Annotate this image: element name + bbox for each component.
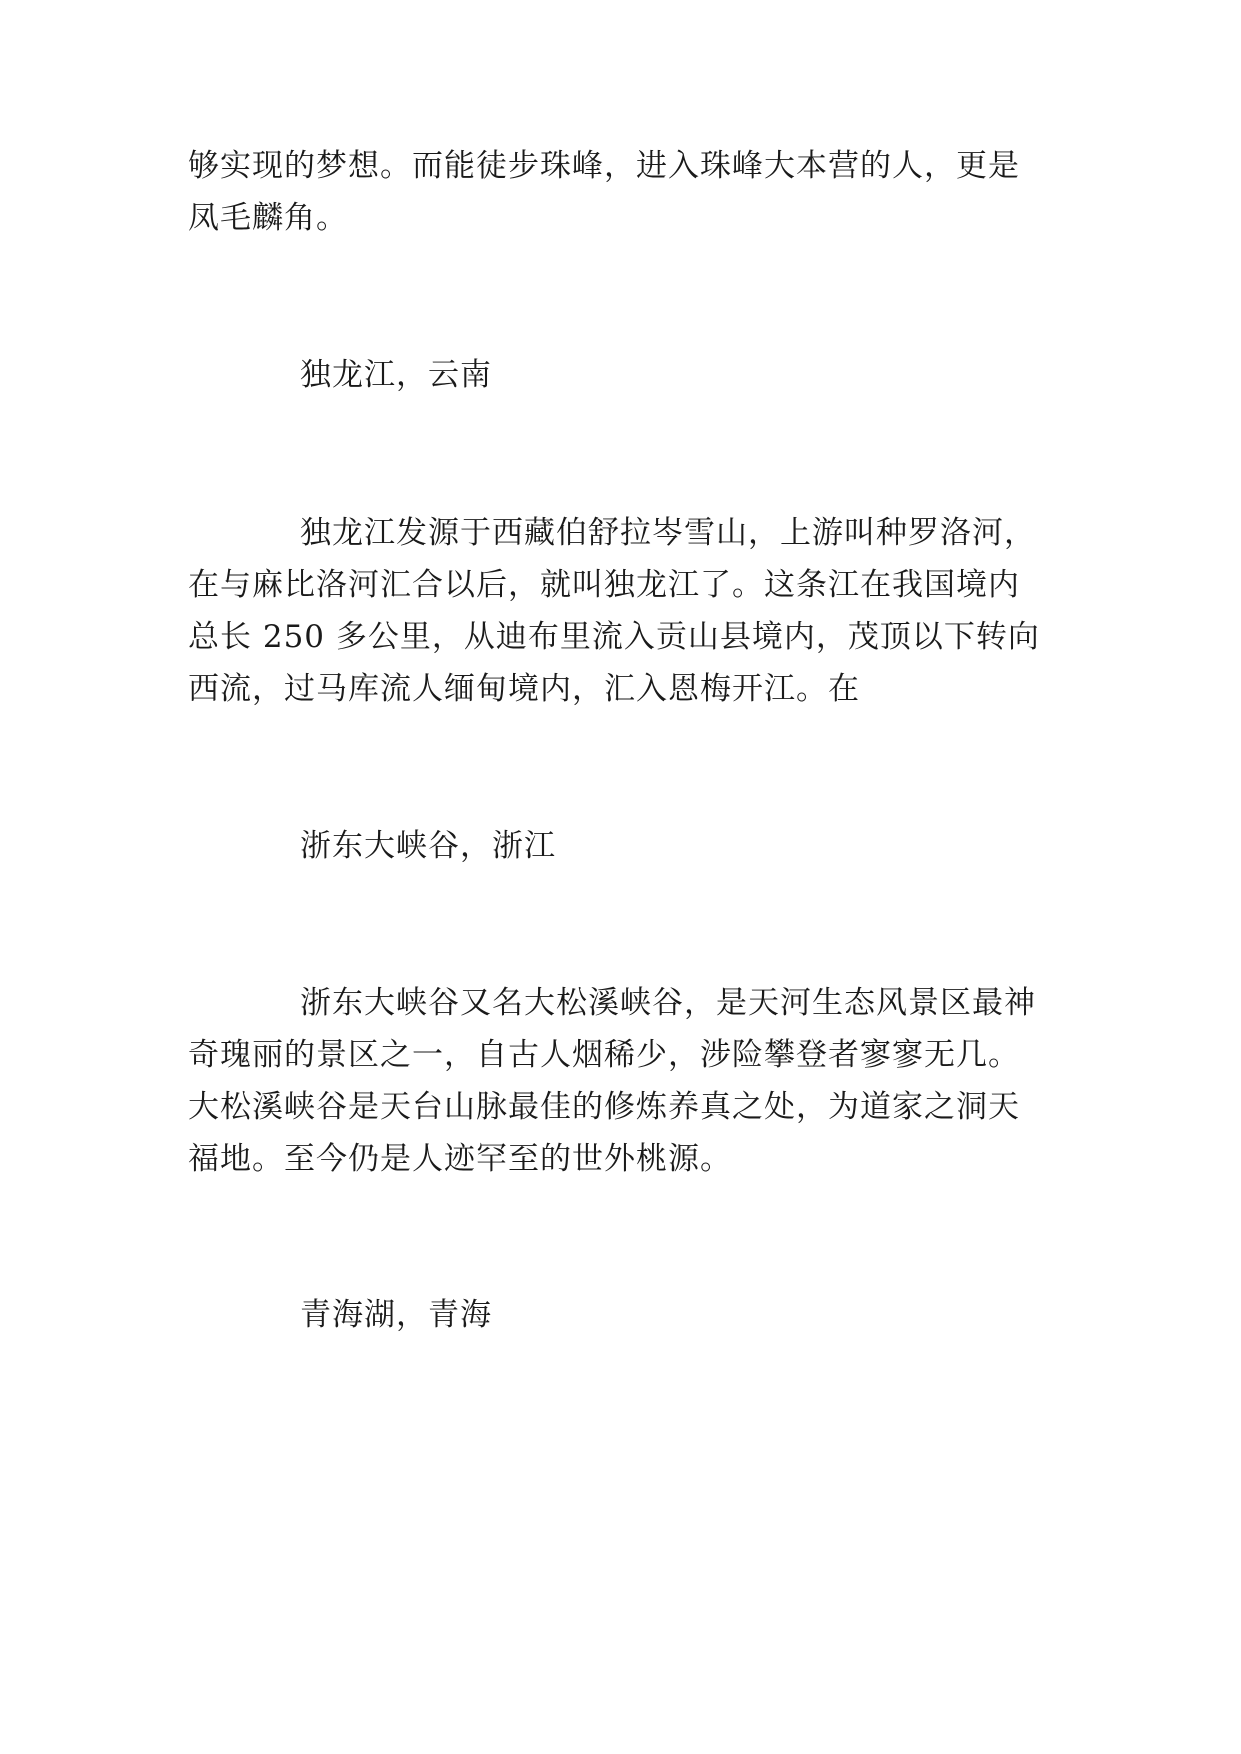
- paragraph-line: 大松溪峡谷是天台山脉最佳的修炼养真之处，为道家之洞天: [188, 1089, 1020, 1125]
- section-heading: 浙东大峡谷，浙江: [300, 828, 556, 864]
- paragraph-line: 浙东大峡谷又名大松溪峡谷，是天河生态风景区最神: [300, 985, 1036, 1021]
- paragraph-line: 在与麻比洛河汇合以后，就叫独龙江了。这条江在我国境内: [188, 567, 1020, 603]
- paragraph-line: 福地。至今仍是人迹罕至的世外桃源。: [188, 1141, 732, 1177]
- section-heading: 独龙江，云南: [300, 357, 492, 393]
- paragraph-line: 够实现的梦想。而能徒步珠峰，进入珠峰大本营的人，更是: [188, 148, 1020, 184]
- paragraph-line: 凤毛麟角。: [188, 200, 348, 236]
- section-heading: 青海湖，青海: [300, 1297, 492, 1333]
- paragraph-line: 总长 250 多公里，从迪布里流入贡山县境内，茂顶以下转向: [188, 619, 1040, 655]
- paragraph-line: 独龙江发源于西藏伯舒拉岑雪山，上游叫种罗洛河，: [300, 515, 1036, 551]
- paragraph-line: 奇瑰丽的景区之一，自古人烟稀少，涉险攀登者寥寥无几。: [188, 1037, 1020, 1073]
- paragraph-line: 西流，过马库流人缅甸境内，汇入恩梅开江。在: [188, 671, 860, 707]
